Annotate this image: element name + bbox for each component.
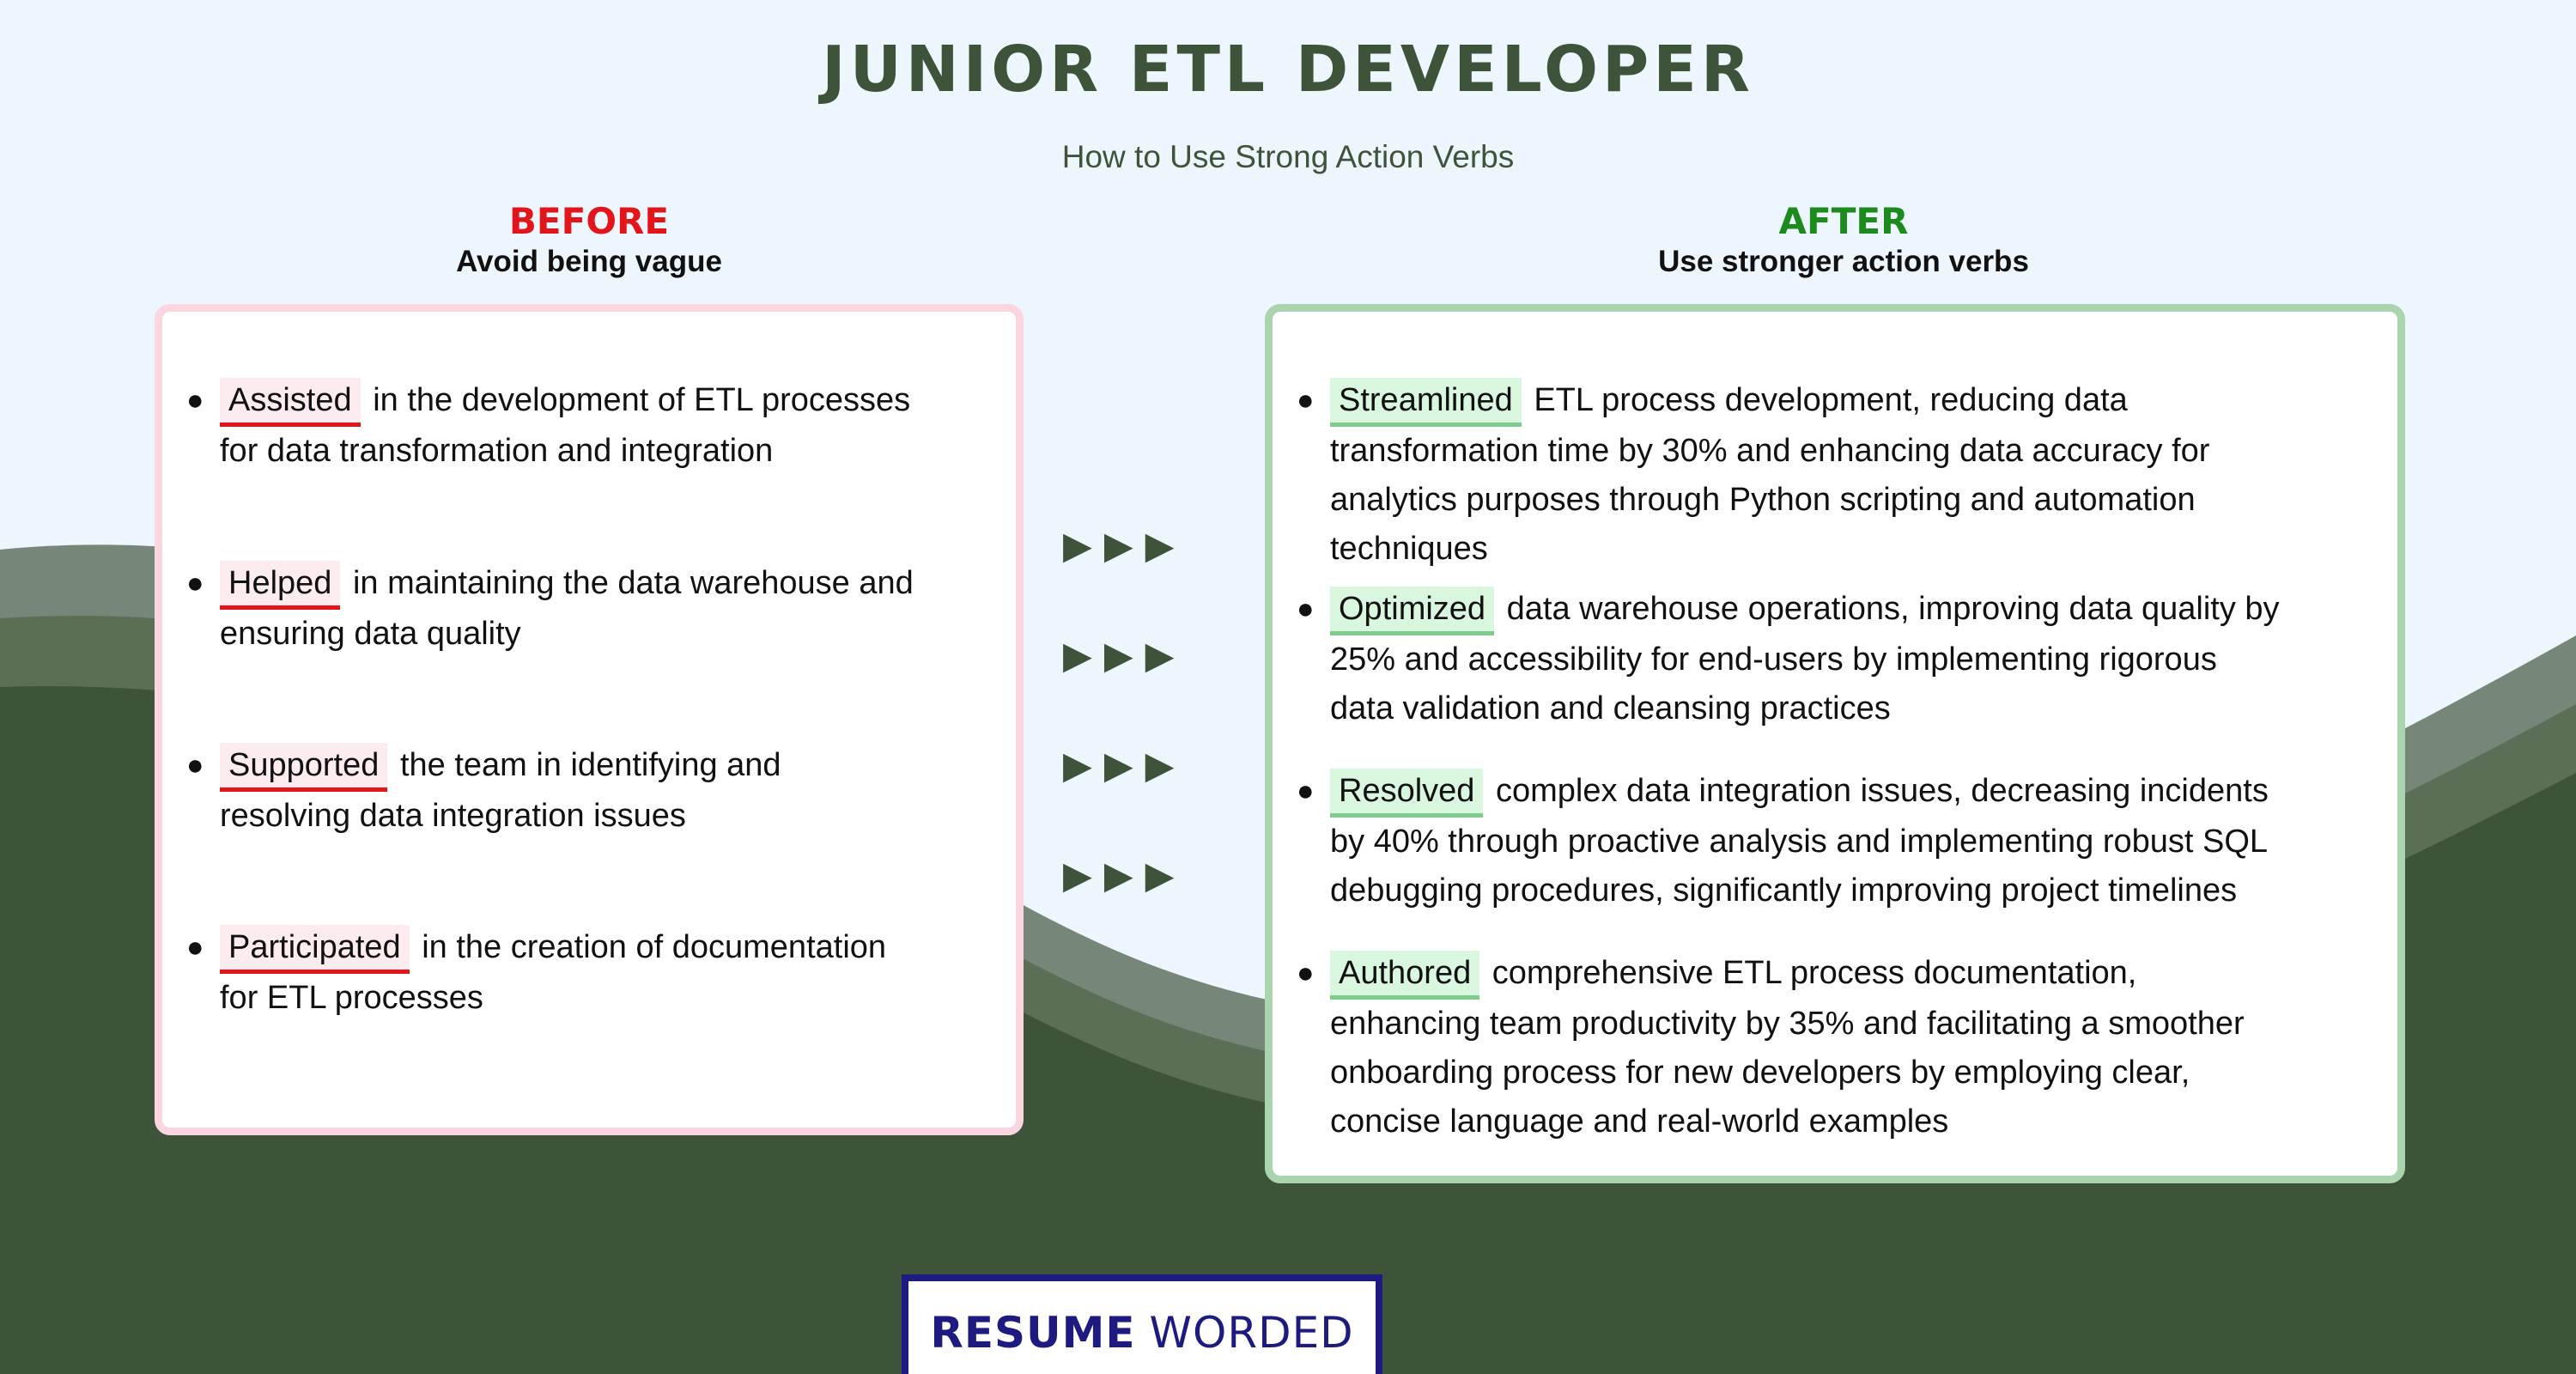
- bullet-icon: ●: [1297, 775, 1315, 807]
- after-label: AFTER: [1778, 200, 1909, 242]
- before-item: [162, 741, 918, 841]
- arrow-icon: ▶▶▶: [1063, 635, 1187, 677]
- bullet-icon: ●: [186, 567, 204, 599]
- before-item-text: in the creation of documentation for ETL processes: [220, 929, 887, 1016]
- after-item: [1273, 767, 2286, 915]
- strong-verb: Optimized: [1330, 587, 1494, 635]
- strong-verb: Streamlined: [1330, 378, 1522, 427]
- bullet-icon: ●: [1297, 593, 1315, 625]
- before-card: [155, 304, 1024, 1135]
- before-sublabel: Avoid being vague: [456, 245, 722, 278]
- after-header: [1397, 199, 2290, 280]
- strong-verb: Authored: [1330, 951, 1479, 1000]
- before-item-text: the team in identifying and resolving data integration issues: [220, 747, 781, 834]
- after-item-text: data warehouse operations, improving data quality by 25% and accessibility for end-users by implementing rigorous data validation and cleansing practices: [1330, 591, 2280, 727]
- after-sublabel: Use stronger action verbs: [1658, 245, 2029, 278]
- before-item: [162, 923, 918, 1023]
- after-item-text: comprehensive ETL process documentation, enhancing team productivity by 35% and facilitating a smoother onboarding process for new developers by employing clear, concise language and real-world examples: [1330, 955, 2245, 1140]
- before-item: [162, 559, 918, 659]
- bullet-icon: ●: [186, 931, 204, 964]
- weak-verb: Assisted: [220, 378, 361, 427]
- after-item-text: ETL process development, reducing data transformation time by 30% and enhancing data accuracy for analytics purposes through Python scripting and automation techniques: [1330, 382, 2210, 567]
- before-item-text: in the development of ETL processes for data transformation and integration: [220, 382, 911, 469]
- weak-verb: Participated: [220, 925, 410, 974]
- arrow-icon: ▶▶▶: [1063, 525, 1187, 567]
- weak-verb: Helped: [220, 561, 340, 610]
- arrow-icon: ▶▶▶: [1063, 745, 1187, 787]
- after-item: [1273, 585, 2286, 733]
- before-item: [162, 376, 918, 476]
- bullet-icon: ●: [186, 749, 204, 781]
- strong-verb: Resolved: [1330, 769, 1483, 818]
- arrow-icon: ▶▶▶: [1063, 854, 1187, 897]
- page-title: JUNIOR ETL DEVELOPER: [822, 33, 1754, 106]
- before-header: [143, 199, 1036, 280]
- before-item-text: in maintaining the data warehouse and ensuring data quality: [220, 565, 914, 652]
- page-subtitle: How to Use Strong Action Verbs: [1061, 139, 1515, 174]
- after-item: [1273, 949, 2286, 1146]
- bullet-icon: ●: [1297, 384, 1315, 416]
- after-item-text: complex data integration issues, decreasing incidents by 40% through proactive analysis and implementing robust SQL debugging procedures, significantly improving project timelines: [1330, 773, 2269, 909]
- bullet-icon: ●: [1297, 957, 1315, 989]
- after-card: [1265, 304, 2405, 1183]
- logo-bold-text: RESUME: [930, 1308, 1136, 1358]
- weak-verb: Supported: [220, 743, 387, 792]
- resume-worded-logo: [902, 1274, 1382, 1374]
- logo-normal-text: WORDED: [1149, 1308, 1354, 1358]
- before-label: BEFORE: [508, 200, 670, 242]
- bullet-icon: ●: [186, 384, 204, 416]
- after-item: [1273, 376, 2286, 574]
